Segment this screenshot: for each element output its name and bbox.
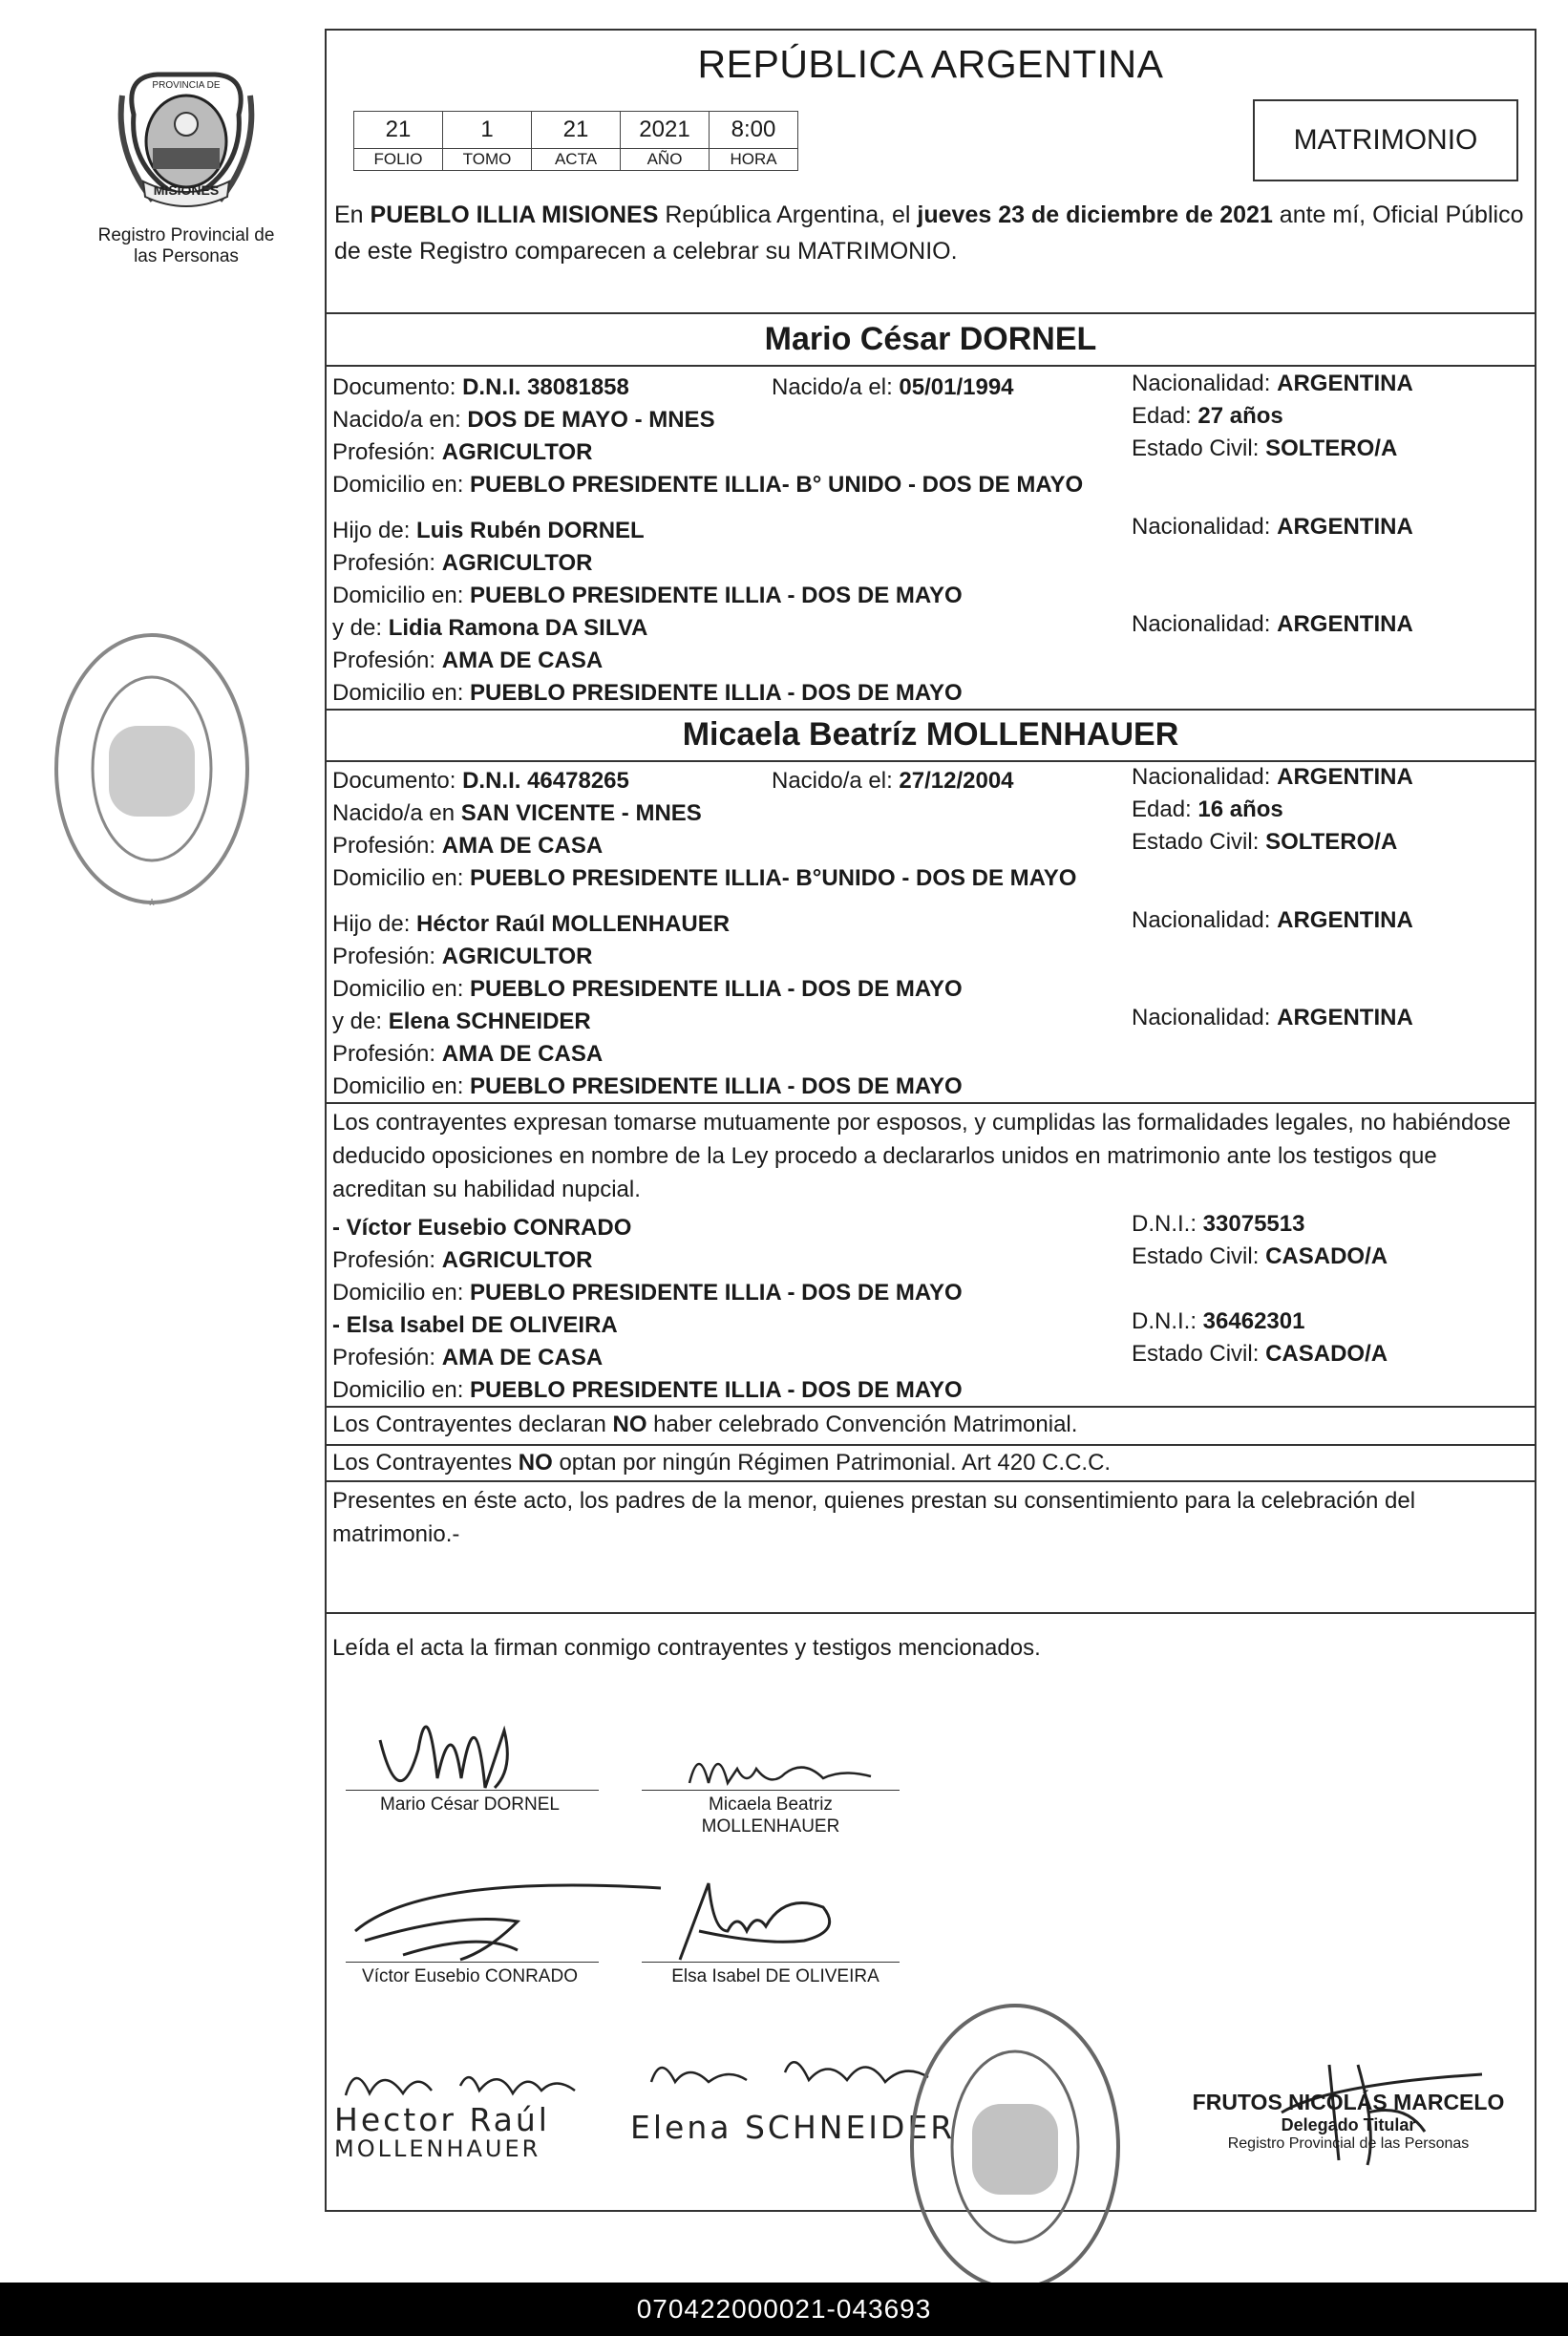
declaration-text: Los contrayentes expresan tomarse mutuamente por esposos, y cumplidas las formalidades legales, no habiéndose deducido oposiciones en nombre de la Ley procedo a declararlos unidos en matrimonio ante los testigos que acreditan su habilidad nupcial. <box>332 1110 1512 1202</box>
emblem-province-top-text: PROVINCIA DE <box>152 80 221 91</box>
witness2-civil-status: Estado Civil: CASADO/A <box>1132 1341 1388 1367</box>
bride-nationality: Nacionalidad: ARGENTINA <box>1132 764 1413 790</box>
signing-statement: Leída el acta la firman conmigo contrayentes y testigos mencionados. <box>332 1635 1041 1661</box>
groom-father-nationality: Nacionalidad: ARGENTINA <box>1132 514 1413 540</box>
bride-mother-address: Domicilio en: PUEBLO PRESIDENTE ILLIA - DOS DE MAYO <box>332 1073 963 1099</box>
tomo-value: 1 <box>443 112 532 149</box>
bride-name-heading: Micaela Beatríz MOLLENHAUER <box>682 716 1179 753</box>
delegate-name: FRUTOS NICOLÁS MARCELO <box>1192 2090 1505 2114</box>
misiones-coat-of-arms-icon <box>115 57 258 220</box>
province-emblem <box>95 57 277 267</box>
bride-father-address: Domicilio en: PUEBLO PRESIDENTE ILLIA - DOS DE MAYO <box>332 976 963 1002</box>
groom-signature-caption: Mario César DORNEL <box>380 1794 560 1815</box>
bride-profession: Profesión: AMA DE CASA <box>332 833 604 859</box>
witness2-signature-caption: Elsa Isabel DE OLIVEIRA <box>671 1966 879 1986</box>
father-handwritten-surname: MOLLENHAUER <box>334 2135 541 2162</box>
witness1-signature-caption: Víctor Eusebio CONRADO <box>362 1966 578 1986</box>
bride-address: Domicilio en: PUEBLO PRESIDENTE ILLIA- B°UNIDO - DOS DE MAYO <box>332 865 1077 891</box>
country-title: REPÚBLICA ARGENTINA <box>697 42 1164 86</box>
groom-age: Edad: 27 años <box>1132 403 1283 429</box>
groom-father-profession: Profesión: AGRICULTOR <box>332 550 593 576</box>
bride-signature-icon <box>680 1740 890 1797</box>
bride-signature-caption: Micaela Beatriz MOLLENHAUER <box>701 1794 840 1837</box>
groom-nationality: Nacionalidad: ARGENTINA <box>1132 371 1413 396</box>
bride-father-profession: Profesión: AGRICULTOR <box>332 944 593 969</box>
year-value: 2021 <box>621 112 710 149</box>
regime-statement: Los Contrayentes NO optan por ningún Régimen Patrimonial. Art 420 C.C.C. <box>332 1450 1112 1476</box>
bride-mother: y de: Elena SCHNEIDER <box>332 1009 591 1034</box>
marriage-certificate <box>325 29 1536 2212</box>
document-barcode-number: 070422000021-043693 <box>0 2283 1568 2336</box>
groom-mother-nationality: Nacionalidad: ARGENTINA <box>1132 611 1413 637</box>
witness2-address: Domicilio en: PUEBLO PRESIDENTE ILLIA - DOS DE MAYO <box>332 1377 963 1403</box>
tomo-label: TOMO <box>443 149 532 171</box>
hour-value: 8:00 <box>710 112 798 149</box>
groom-father: Hijo de: Luis Rubén DORNEL <box>332 518 645 543</box>
mother-handwritten-name: Elena SCHNEIDER <box>630 2109 956 2146</box>
groom-document: Documento: D.N.I. 38081858 <box>332 374 629 400</box>
delegate-role: Delegado Titular <box>1281 2115 1416 2134</box>
acta-label: ACTA <box>532 149 621 171</box>
bride-age: Edad: 16 años <box>1132 796 1283 822</box>
act-type-box: MATRIMONIO <box>1253 99 1518 181</box>
groom-mother: y de: Lidia Ramona DA SILVA <box>332 615 648 641</box>
bride-mother-nationality: Nacionalidad: ARGENTINA <box>1132 1005 1413 1030</box>
groom-mother-address: Domicilio en: PUEBLO PRESIDENTE ILLIA - DOS DE MAYO <box>332 680 963 706</box>
father-handwritten-name: Hector Raúl <box>334 2101 550 2138</box>
record-table <box>353 111 798 171</box>
father-signature-icon <box>336 2057 584 2105</box>
bride-document: Documento: D.N.I. 46478265 <box>332 768 629 794</box>
hour-label: HORA <box>710 149 798 171</box>
groom-address: Domicilio en: PUEBLO PRESIDENTE ILLIA- B° UNIDO - DOS DE MAYO <box>332 472 1084 498</box>
groom-mother-profession: Profesión: AMA DE CASA <box>332 648 604 673</box>
witness1-signature-icon <box>346 1864 651 1969</box>
groom-name-heading: Mario César DORNEL <box>764 321 1097 357</box>
bride-birth-date: Nacido/a el: 27/12/2004 <box>772 768 1014 794</box>
witness2-profession: Profesión: AMA DE CASA <box>332 1345 604 1370</box>
acta-value: 21 <box>532 112 621 149</box>
year-label: AÑO <box>621 149 710 171</box>
registry-seal-icon <box>42 626 262 931</box>
groom-birth-date: Nacido/a el: 05/01/1994 <box>772 374 1014 400</box>
svg-text:*: * <box>148 896 156 917</box>
emblem-province-text: MISIONES <box>153 182 220 198</box>
folio-label: FOLIO <box>354 149 443 171</box>
groom-birth-place: Nacido/a en: DOS DE MAYO - MNES <box>332 407 715 433</box>
bride-birth-place: Nacido/a en SAN VICENTE - MNES <box>332 800 702 826</box>
delegate-office: Registro Provincial de las Personas <box>1227 2135 1470 2152</box>
bride-civil-status: Estado Civil: SOLTERO/A <box>1132 829 1398 855</box>
delegate-block <box>1167 2090 1530 2153</box>
folio-value: 21 <box>354 112 443 149</box>
bride-mother-profession: Profesión: AMA DE CASA <box>332 1041 604 1067</box>
bride-father-nationality: Nacionalidad: ARGENTINA <box>1132 907 1413 933</box>
witness1-dni: D.N.I.: 33075513 <box>1132 1211 1305 1237</box>
groom-father-address: Domicilio en: PUEBLO PRESIDENTE ILLIA - DOS DE MAYO <box>332 583 963 608</box>
witness1-profession: Profesión: AGRICULTOR <box>332 1247 593 1273</box>
witness2-dni: D.N.I.: 36462301 <box>1132 1308 1305 1334</box>
convention-statement: Los Contrayentes declaran NO haber celebrado Convención Matrimonial. <box>332 1412 1078 1437</box>
delegation-seal-icon <box>896 1994 1134 2309</box>
witness1-civil-status: Estado Civil: CASADO/A <box>1132 1243 1388 1269</box>
witness1-address: Domicilio en: PUEBLO PRESIDENTE ILLIA - DOS DE MAYO <box>332 1280 963 1306</box>
witness2-signature-icon <box>642 1874 880 1969</box>
intro-text: En PUEBLO ILLIA MISIONES República Argentina, el jueves 23 de diciembre de 2021 ante mí, Oficial Público de este Registro comparecen a celebrar su MATRIMONIO. <box>334 202 1524 265</box>
bride-father: Hijo de: Héctor Raúl MOLLENHAUER <box>332 911 731 937</box>
witness2-name: - Elsa Isabel DE OLIVEIRA <box>332 1312 618 1338</box>
emblem-label: Registro Provincial de las Personas <box>97 225 275 266</box>
groom-profession: Profesión: AGRICULTOR <box>332 439 593 465</box>
parental-consent-text: Presentes en éste acto, los padres de la menor, quienes prestan su consentimiento para la celebración del matrimonio.- <box>332 1488 1416 1547</box>
groom-civil-status: Estado Civil: SOLTERO/A <box>1132 435 1398 461</box>
witness1-name: - Víctor Eusebio CONRADO <box>332 1215 632 1241</box>
